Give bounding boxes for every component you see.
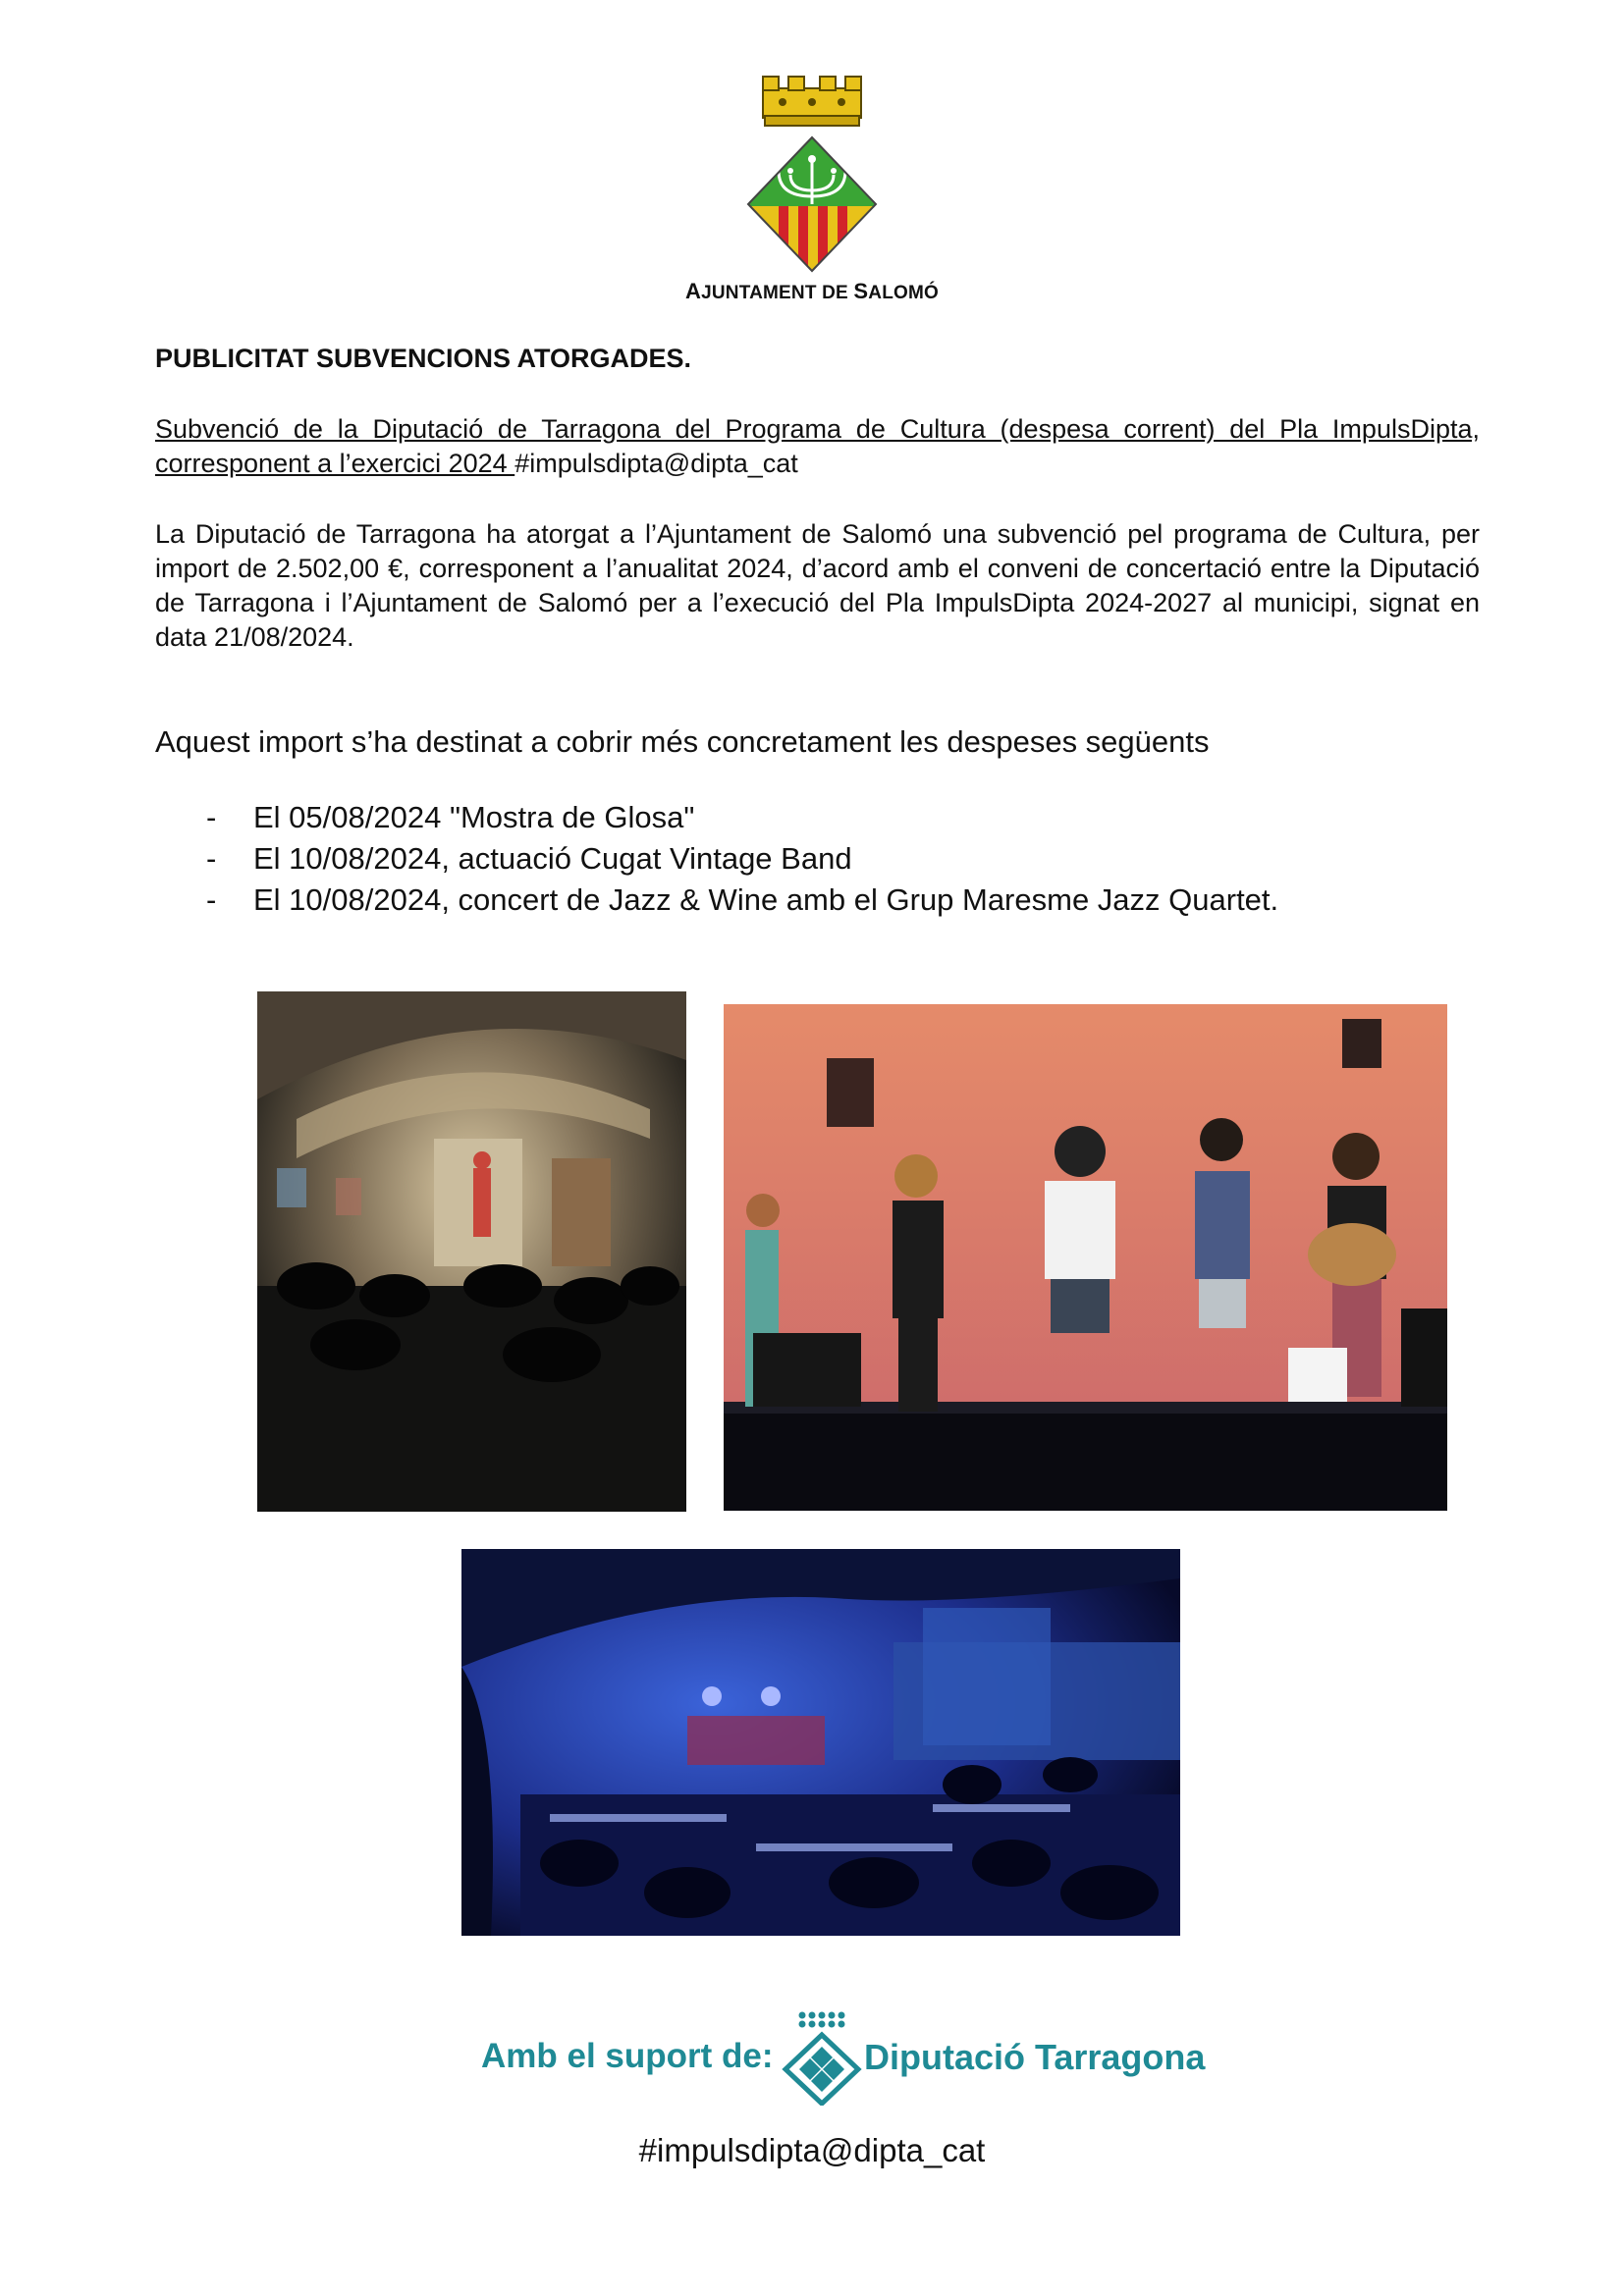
photo-cugat-vintage-band: [724, 1004, 1447, 1511]
footer-hashtag: #impulsdipta@dipta_cat: [638, 2132, 986, 2168]
body-paragraph: La Diputació de Tarragona ha atorgat a l’Ajuntament de Salomó una subvenció pel programa de Cultura, per import de 2.502,00 €, corresponent a l’anualitat 2024, d’acord amb el conveni de concertació entre la Diputació de Tarragona i l’Ajuntament de Salomó per a l’execució del Pla ImpulsDipta 2024-2027 al municipi, signat en data 21/08/2024.: [155, 519, 1480, 652]
photo-mostra-de-glosa: [257, 991, 686, 1512]
photo-jazz-and-wine-concert: [461, 1549, 1180, 1936]
subtitle-hashtag: #impulsdipta@dipta_cat: [514, 449, 798, 478]
list-item: - El 05/08/2024 "Mostra de Glosa": [206, 797, 1278, 838]
subtitle-underlined-text: Subvenció de la Diputació de Tarragona del Programa de Cultura (despesa corrent) del Pla ImpulsDipta, corresponent a l’exercici 2024: [155, 414, 1480, 478]
document-heading: PUBLICITAT SUBVENCIONS ATORGADES.: [155, 344, 692, 373]
organization-name: AJUNTAMENT DE SALOMÓ: [685, 279, 939, 303]
list-item: - El 10/08/2024, concert de Jazz & Wine amb el Grup Maresme Jazz Quartet.: [206, 880, 1278, 921]
support-label: Amb el suport de:: [481, 2037, 774, 2075]
municipal-coat-of-arms-icon: [743, 69, 881, 275]
diputacio-tarragona-logo-icon: [776, 2007, 864, 2106]
list-item: - El 10/08/2024, actuació Cugat Vintage Band: [206, 838, 1278, 880]
event-list: [206, 797, 1278, 921]
diputacio-tarragona-name: Diputació Tarragona: [864, 2037, 1206, 2077]
expenses-intro: Aquest import s’ha destinat a cobrir més concretament les despeses següents: [155, 724, 1210, 759]
subsidy-subtitle: [155, 412, 1480, 481]
